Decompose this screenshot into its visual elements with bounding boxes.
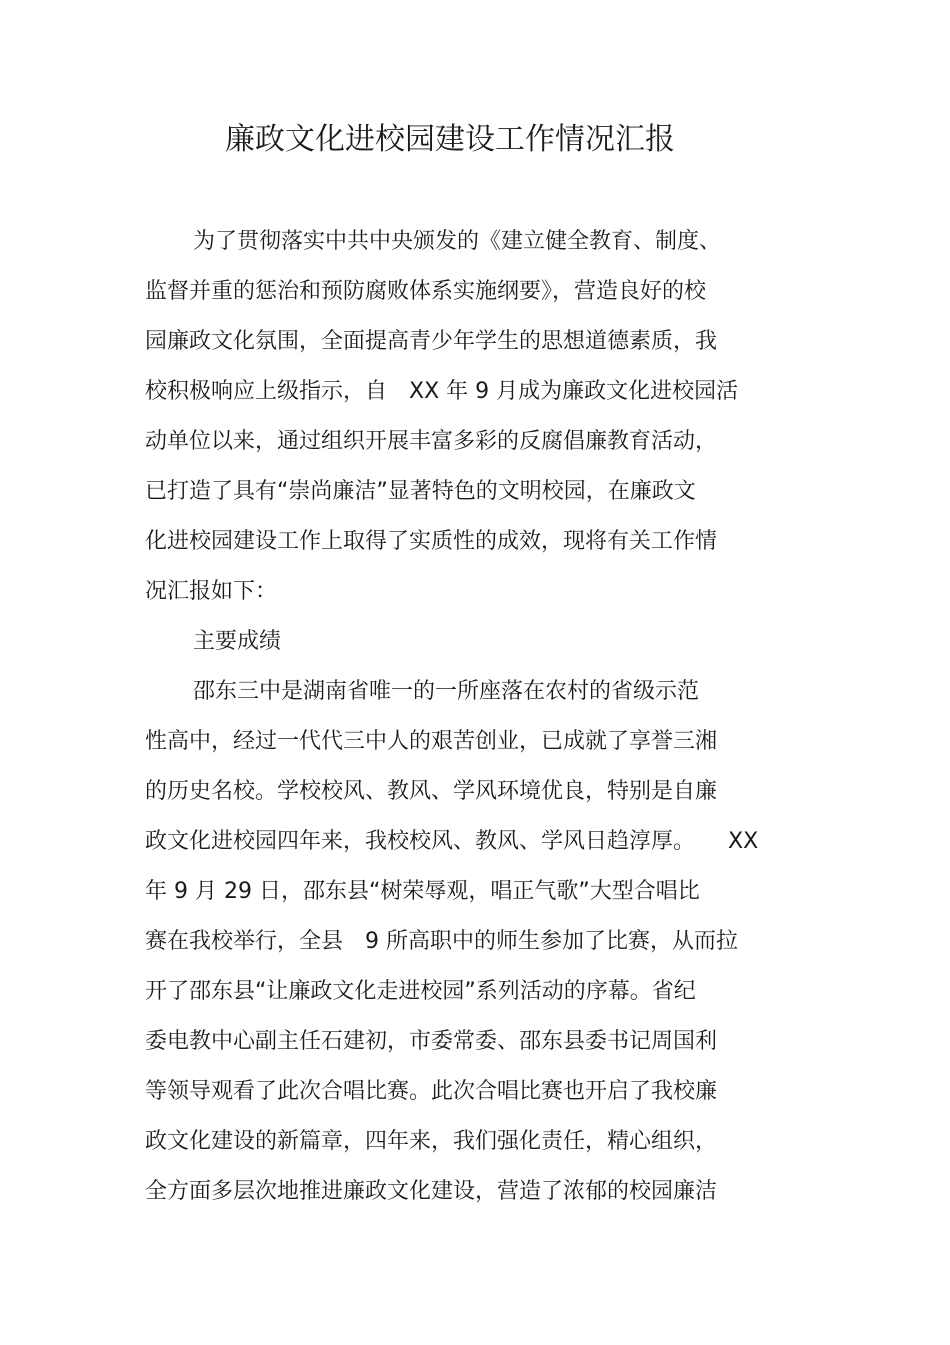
paragraph-line: 委电教中心副主任石建初，市委常委、邵东县委书记周国利 xyxy=(145,1029,718,1054)
paragraph-line: 开了邵东县“让廉政文化走进校园”系列活动的序幕。省纪 xyxy=(145,979,696,1004)
paragraph-line: 园廉政文化氛围，全面提高青少年学生的思想道德素质，我 xyxy=(145,329,718,354)
paragraph-line: 全方面多层次地推进廉政文化建设，营造了浓郁的校园廉洁 xyxy=(145,1179,718,1204)
document-title: 廉政文化进校园建设工作情况汇报 xyxy=(225,122,675,157)
paragraph-line: 邵东三中是湖南省唯一的一所座落在农村的省级示范 xyxy=(193,679,700,704)
paragraph-line: 的历史名校。学校校风、教风、学风环境优良，特别是自廉 xyxy=(145,779,718,804)
paragraph-line: 校积极响应上级指示，自 XX 年 9 月成为廉政文化进校园活 xyxy=(145,379,739,404)
paragraph-line: 等领导观看了此次合唱比赛。此次合唱比赛也开启了我校廉 xyxy=(145,1079,718,1104)
paragraph-line: 已打造了具有“崇尚廉洁”显著特色的文明校园，在廉政文 xyxy=(145,479,696,504)
paragraph-line: 为了贯彻落实中共中央颁发的《建立健全教育、制度、 xyxy=(193,229,722,254)
paragraph-line: 性高中，经过一代代三中人的艰苦创业，已成就了享誉三湘 xyxy=(145,729,718,754)
paragraph-line: 赛在我校举行，全县 9 所高职中的师生参加了比赛，从而拉 xyxy=(145,929,738,954)
paragraph-line: 年 9 月 29 日，邵东县“树荣辱观，唱正气歌”大型合唱比 xyxy=(145,879,700,904)
paragraph-line: 监督并重的惩治和预防腐败体系实施纲要》，营造良好的校 xyxy=(145,279,707,304)
section-heading: 主要成绩 xyxy=(193,629,282,654)
paragraph-line: 动单位以来，通过组织开展丰富多彩的反腐倡廉教育活动， xyxy=(145,429,718,454)
paragraph-line: 政文化进校园四年来，我校校风、教风、学风日趋淳厚。 XX xyxy=(145,829,759,854)
paragraph-line: 化进校园建设工作上取得了实质性的成效，现将有关工作情 xyxy=(145,529,718,554)
paragraph-line: 况汇报如下： xyxy=(145,579,278,604)
paragraph-line: 政文化建设的新篇章，四年来，我们强化责任，精心组织， xyxy=(145,1129,718,1154)
